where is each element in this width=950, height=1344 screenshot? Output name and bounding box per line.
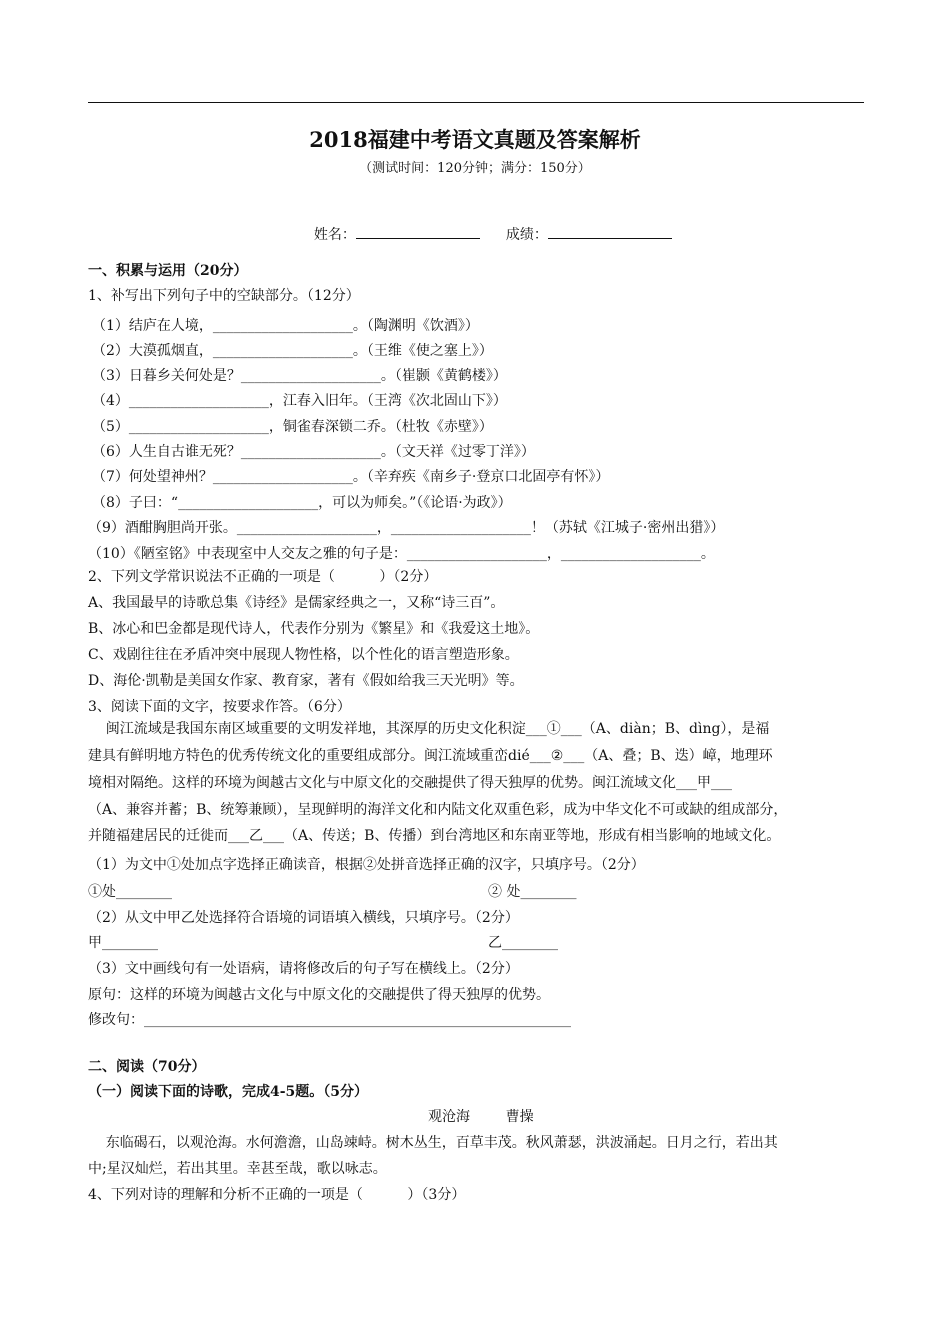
fill-line-2: （2）大漠孤烟直，____________________。（王维《使之塞上》） [92, 343, 493, 359]
question-3: 3、阅读下面的文字，按要求作答。（6分） [88, 699, 351, 715]
revised-sentence-line[interactable]: 修改句：_____________________________________________________________ [88, 1012, 571, 1028]
passage-line-5: 并随福建居民的迁徙而___乙___（A、传送；B、传播）到台湾地区和东南亚等地，形成有相当影响的地域文化。 [88, 828, 781, 844]
fill-line-10: （10）《陋室铭》中表现室中人交友之雅的句子是：____________________，____________________。 [88, 546, 715, 562]
q2-option-a: A、我国最早的诗歌总集《诗经》是儒家经典之一，又称“诗三百”。 [88, 595, 505, 611]
sub-question-2: （2）从文中甲乙处选择符合语境的词语填入横线，只填序号。（2分） [88, 910, 519, 926]
reading-part-1: （一）阅读下面的诗歌，完成4-5题。（5分） [88, 1084, 369, 1100]
page-title: 2018福建中考语文真题及答案解析 [309, 127, 641, 152]
answer-blank-2[interactable]: ② 处________ [488, 884, 577, 900]
question-1: 1、补写出下列句子中的空缺部分。（12分） [88, 288, 360, 304]
fill-line-6: （6）人生自古谁无死？____________________。（文天祥《过零丁洋》） [92, 444, 535, 460]
poem-line-1: 东临碣石，以观沧海。水何澹澹，山岛竦峙。树木丛生，百草丰茂。秋风萧瑟，洪波涌起。日月之行，若出其 [88, 1135, 778, 1151]
score-label: 成绩： [497, 208, 672, 244]
name-field[interactable] [356, 238, 480, 239]
fill-line-4: （4）____________________，江春入旧年。（王湾《次北固山下》） [92, 393, 507, 409]
answer-blank-yi[interactable]: 乙________ [488, 935, 558, 951]
question-4: 4、下列对诗的理解和分析不正确的一项是（ ）（3分） [88, 1187, 466, 1203]
passage-line-4: （A、兼容并蓄；B、统筹兼顾），呈现鲜明的海洋文化和内陆文化双重色彩，成为中华文化不可或缺的组成部分， [88, 802, 788, 818]
fill-line-9: （9）酒酣胸胆尚开张。____________________，____________________！（苏轼《江城子·密州出猎》） [88, 520, 725, 536]
fill-line-8: （8）子曰：“____________________，可以为师矣。”（《论语·为政》） [92, 495, 512, 511]
q2-option-b: B、冰心和巴金都是现代诗人，代表作分别为《繁星》和《我爱这土地》。 [88, 621, 540, 637]
fill-line-3: （3）日暮乡关何处是？____________________。（崔颢《黄鹤楼》） [92, 368, 507, 384]
section1-heading: 一、积累与运用（20分） [88, 263, 248, 279]
q2-option-d: D、海伦·凯勒是美国女作家、教育家，著有《假如给我三天光明》等。 [88, 673, 524, 689]
passage-line-1: 闽江流域是我国东南区域重要的文明发祥地，其深厚的历史文化积淀___①___（A、diàn；B、dìng），是福 [88, 721, 770, 737]
score-field[interactable] [548, 238, 672, 239]
fill-line-5: （5）____________________，铜雀春深锁二乔。（杜牧《赤壁》） [92, 419, 493, 435]
question-2: 2、下列文学常识说法不正确的一项是（ ）（2分） [88, 569, 438, 585]
passage-line-3: 境相对隔绝。这样的环境为闽越古文化与中原文化的交融提供了得天独厚的优势。闽江流域文化___甲___ [88, 775, 732, 791]
name-label: 姓名： [305, 208, 480, 244]
answer-blank-1[interactable]: ①处________ [88, 884, 172, 900]
poem-title: 观沧海 曹操 [428, 1109, 534, 1125]
sub-question-1: （1）为文中①处加点字选择正确读音，根据②处拼音选择正确的汉字，只填序号。（2分） [88, 857, 645, 873]
section2-heading: 二、阅读（70分） [88, 1059, 206, 1075]
original-sentence: 原句：这样的环境为闽越古文化与中原文化的交融提供了得天独厚的优势。 [88, 987, 550, 1003]
answer-blank-jia[interactable]: 甲________ [88, 935, 158, 951]
poem-line-2: 中;星汉灿烂，若出其里。幸甚至哉，歌以咏志。 [88, 1161, 387, 1177]
sub-question-3: （3）文中画线句有一处语病，请将修改后的句子写在横线上。（2分） [88, 961, 519, 977]
passage-line-2: 建具有鲜明地方特色的优秀传统文化的重要组成部分。闽江流域重峦dié___②___（A、叠；B、迭）嶂，地理环 [88, 748, 773, 764]
top-rule [88, 102, 864, 103]
q2-option-c: C、戏剧往往在矛盾冲突中展现人物性格，以个性化的语言塑造形象。 [88, 647, 519, 663]
test-info: （测试时间：120分钟；满分：150分） [359, 161, 591, 176]
fill-line-1: （1）结庐在人境，____________________。（陶渊明《饮酒》） [92, 318, 479, 334]
fill-line-7: （7）何处望神州？____________________。（辛弃疾《南乡子·登京口北固亭有怀》） [92, 469, 610, 485]
